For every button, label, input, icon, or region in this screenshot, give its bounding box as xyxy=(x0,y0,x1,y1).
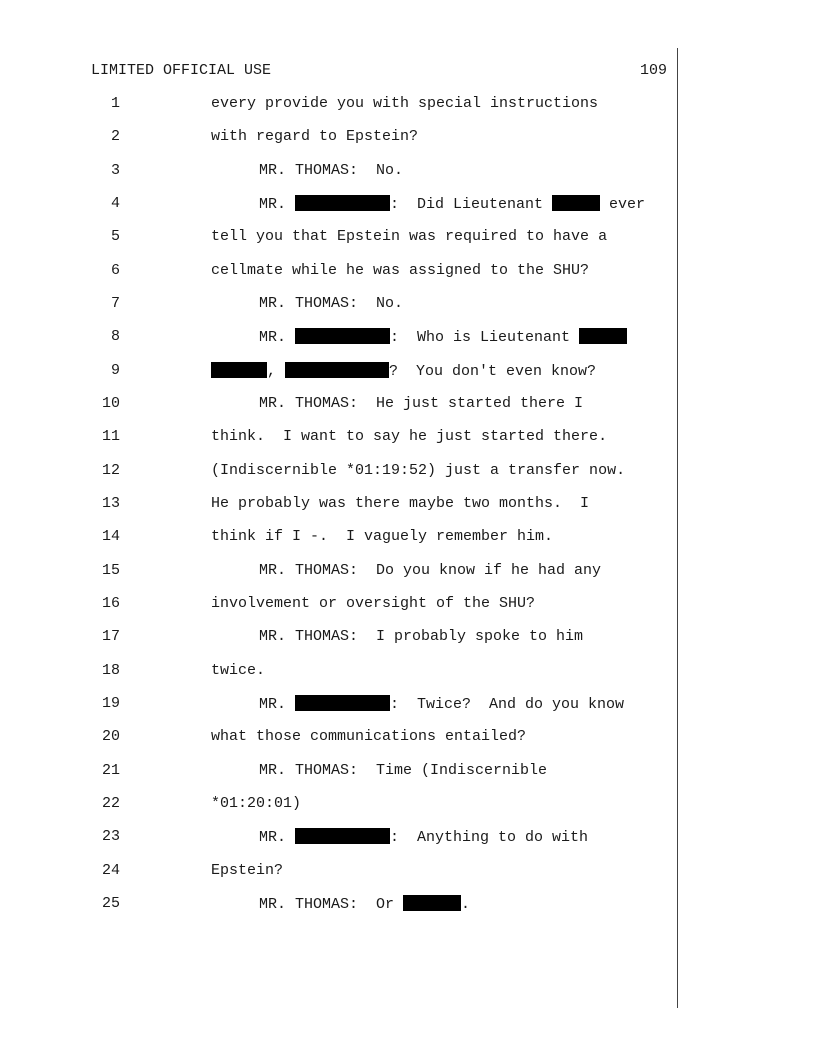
redaction-box xyxy=(295,695,390,711)
transcript-line xyxy=(0,828,680,848)
line-text: cellmate while he was assigned to the SHU? xyxy=(211,262,590,279)
line-number: 14 xyxy=(101,528,120,545)
line-text: MR. THOMAS: No. xyxy=(259,162,404,179)
line-text: He probably was there maybe two months. I xyxy=(211,495,590,512)
line-text: think. I want to say he just started there. xyxy=(211,428,608,445)
line-text: Epstein? xyxy=(211,862,284,879)
transcript-line xyxy=(0,862,680,882)
line-text xyxy=(259,828,588,846)
line-text: MR. THOMAS: Do you know if he had any xyxy=(259,562,602,579)
line-text: what those communications entailed? xyxy=(211,728,527,745)
line-text: think if I -. I vaguely remember him. xyxy=(211,528,554,545)
transcript-line xyxy=(0,662,680,682)
line-number: 9 xyxy=(110,362,120,379)
transcript-line xyxy=(0,228,680,248)
redaction-box xyxy=(285,362,389,378)
line-number: 20 xyxy=(101,728,120,745)
line-number: 13 xyxy=(101,495,120,512)
line-text xyxy=(211,362,596,380)
transcript-line xyxy=(0,295,680,315)
redaction-box xyxy=(403,895,461,911)
transcript-line xyxy=(0,362,680,382)
line-number: 23 xyxy=(101,828,120,845)
line-text: MR. THOMAS: I probably spoke to him xyxy=(259,628,584,645)
line-text-part: ? You don't even know? xyxy=(389,363,597,380)
line-text xyxy=(259,695,624,713)
line-number: 3 xyxy=(110,162,120,179)
line-number: 16 xyxy=(101,595,120,612)
line-text-part: MR. xyxy=(259,696,296,713)
line-number: 17 xyxy=(101,628,120,645)
line-number: 25 xyxy=(101,895,120,912)
line-text xyxy=(259,895,470,913)
transcript-line xyxy=(0,762,680,782)
line-text: with regard to Epstein? xyxy=(211,128,419,145)
line-number: 1 xyxy=(110,95,120,112)
line-number: 24 xyxy=(101,862,120,879)
line-text-part: : Twice? And do you know xyxy=(390,696,625,713)
transcript-line xyxy=(0,195,680,215)
redaction-box xyxy=(295,195,390,211)
transcript-line xyxy=(0,528,680,548)
line-number: 19 xyxy=(101,695,120,712)
transcript-line xyxy=(0,628,680,648)
redaction-box xyxy=(295,828,390,844)
transcript-line xyxy=(0,428,680,448)
line-number: 4 xyxy=(110,195,120,212)
line-text: MR. THOMAS: No. xyxy=(259,295,404,312)
line-text: twice. xyxy=(211,662,266,679)
line-text: (Indiscernible *01:19:52) just a transfer now. xyxy=(211,462,626,479)
line-text-part: MR. THOMAS: Or xyxy=(259,896,404,913)
line-text-part: : Anything to do with xyxy=(390,829,589,846)
line-number: 21 xyxy=(101,762,120,779)
line-text-part: : Did Lieutenant xyxy=(390,196,553,213)
transcript-line xyxy=(0,595,680,615)
transcript-line xyxy=(0,95,680,115)
line-text-part: . xyxy=(461,896,471,913)
line-number: 15 xyxy=(101,562,120,579)
line-number: 10 xyxy=(101,395,120,412)
redaction-box xyxy=(579,328,627,344)
transcript-line xyxy=(0,395,680,415)
line-text-part: MR. xyxy=(259,329,296,346)
line-text: tell you that Epstein was required to have a xyxy=(211,228,608,245)
line-text: MR. THOMAS: He just started there I xyxy=(259,395,584,412)
line-number: 11 xyxy=(101,428,120,445)
classification-header: LIMITED OFFICIAL USE xyxy=(91,62,272,79)
line-number: 6 xyxy=(110,262,120,279)
transcript-line xyxy=(0,128,680,148)
line-number: 2 xyxy=(110,128,120,145)
line-text-part: MR. xyxy=(259,829,296,846)
line-text xyxy=(259,195,645,213)
line-text-part: , xyxy=(267,363,286,380)
line-number: 22 xyxy=(101,795,120,812)
transcript-line xyxy=(0,795,680,815)
line-number: 8 xyxy=(110,328,120,345)
line-text xyxy=(259,328,627,346)
line-text: MR. THOMAS: Time (Indiscernible xyxy=(259,762,548,779)
line-number: 18 xyxy=(101,662,120,679)
transcript-line xyxy=(0,162,680,182)
redaction-box xyxy=(295,328,390,344)
line-text: every provide you with special instructions xyxy=(211,95,599,112)
line-number: 5 xyxy=(110,228,120,245)
line-number: 7 xyxy=(110,295,120,312)
transcript-line xyxy=(0,495,680,515)
transcript-line xyxy=(0,895,680,915)
line-text-part: MR. xyxy=(259,196,296,213)
line-number: 12 xyxy=(101,462,120,479)
line-text: *01:20:01) xyxy=(211,795,302,812)
transcript-line xyxy=(0,728,680,748)
redaction-box xyxy=(552,195,600,211)
line-text-part: ever xyxy=(600,196,646,213)
transcript-line xyxy=(0,262,680,282)
line-text-part: : Who is Lieutenant xyxy=(390,329,580,346)
line-text: involvement or oversight of the SHU? xyxy=(211,595,536,612)
transcript-line xyxy=(0,328,680,348)
transcript-line xyxy=(0,562,680,582)
transcript-line xyxy=(0,462,680,482)
redaction-box xyxy=(211,362,267,378)
transcript-line xyxy=(0,695,680,715)
page-number: 109 xyxy=(639,62,667,79)
